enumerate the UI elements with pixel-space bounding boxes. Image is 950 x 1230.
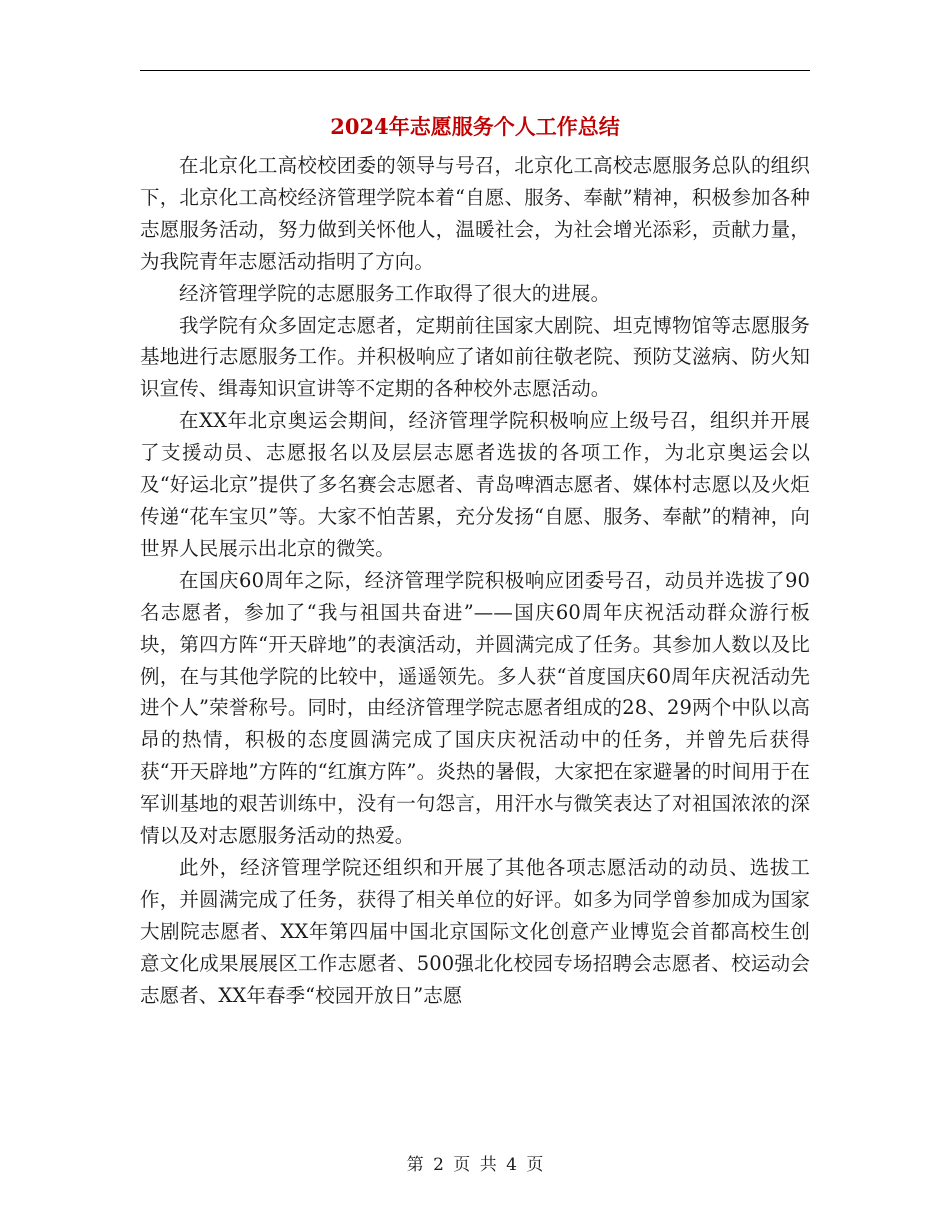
paragraph-6: 此外，经济管理学院还组织和开展了其他各项志愿活动的动员、选拔工作，并圆满完成了任务，获得了相关单位的好评。如多为同学曾参加成为国家大剧院志愿者、XX年第四届中国北京国际文化创意产业博览会首都高校生创意文化成果展展区工作志愿者、500强北化校园专场招聘会志愿者、校运动会志愿者、XX年春季“校园开放日”志愿 bbox=[140, 855, 810, 1007]
paragraph-2: 经济管理学院的志愿服务工作取得了很大的进展。 bbox=[179, 281, 611, 305]
header-rule bbox=[140, 70, 810, 71]
paragraph-1: 在北京化工高校校团委的领导与号召，北京化工高校志愿服务总队的组织下，北京化工高校经济管理学院本着“自愿、服务、奉献”精神，积极参加各种志愿服务活动，努力做到关怀他人，温暖社会，为社会增光添彩，贡献力量，为我院青年志愿活动指明了方向。 bbox=[140, 154, 810, 273]
paragraph-3: 我学院有众多固定志愿者，定期前往国家大剧院、坦克博物馆等志愿服务基地进行志愿服务工作。并积极响应了诸如前往敬老院、预防艾滋病、防火知识宣传、缉毒知识宣讲等不定期的各种校外志愿活动。 bbox=[140, 313, 810, 401]
page-number-footer: 第 2 页 共 4 页 bbox=[406, 1155, 544, 1175]
paragraph-4: 在XX年北京奥运会期间，经济管理学院积极响应上级号召，组织并开展了支援动员、志愿报名以及层层志愿者选拔的各项工作，为北京奥运会以及“好运北京”提供了多名赛会志愿者、青岛啤酒志愿者、媒体村志愿以及火炬传递“花车宝贝”等。大家不怕苦累，充分发扬“自愿、服务、奉献”的精神，向世界人民展示出北京的微笑。 bbox=[140, 409, 810, 560]
paragraph-5: 在国庆60周年之际，经济管理学院积极响应团委号召，动员并选拔了90名志愿者，参加了“我与祖国共奋进”——国庆60周年庆祝活动群众游行板块，第四方阵“开天辟地”的表演活动，并圆满完成了任务。其参加人数以及比例，在与其他学院的比较中，遥遥领先。多人获“首度国庆60周年庆祝活动先进个人”荣誉称号。同时，由经济管理学院志愿者组成的28、29两个中队以高昂的热情，积极的态度圆满完成了国庆庆祝活动中的任务，并曾先后获得获“开天辟地”方阵的“红旗方阵”。炎热的暑假，大家把在家避暑的时间用于在军训基地的艰苦训练中，没有一句怨言，用汗水与微笑表达了对祖国浓浓的深情以及对志愿服务活动的热爱。 bbox=[140, 568, 810, 848]
document-body bbox=[140, 150, 810, 1011]
document-title: 2024年志愿服务个人工作总结 bbox=[330, 114, 620, 139]
